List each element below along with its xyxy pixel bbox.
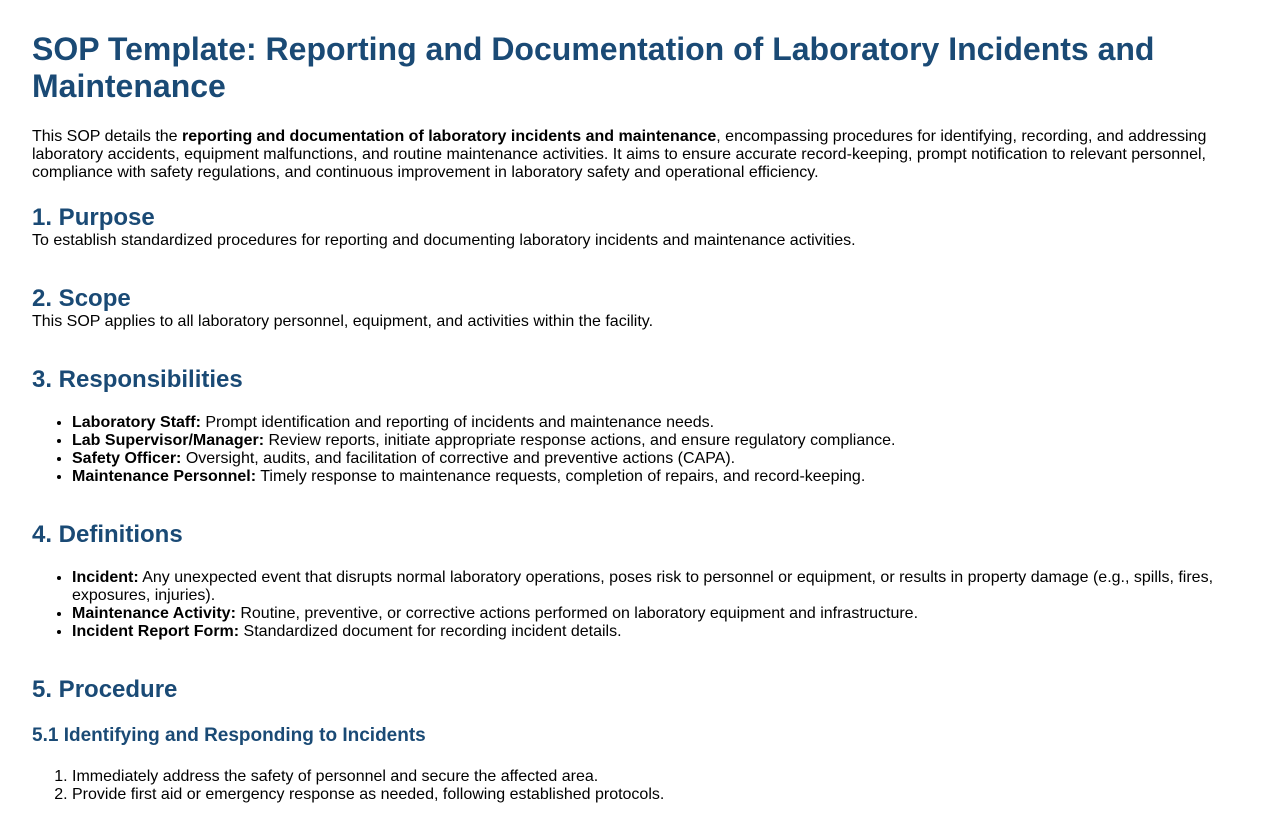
scope-heading: 2. Scope	[32, 285, 131, 312]
responsibilities-heading: 3. Responsibilities	[32, 366, 243, 393]
responsibilities-list	[32, 414, 1231, 486]
purpose-heading: 1. Purpose	[32, 204, 155, 231]
definitions-list	[32, 569, 1231, 641]
list-item-text: Prompt identification and reporting of incidents and maintenance needs.	[200, 414, 715, 431]
list-item-text: Oversight, audits, and facilitation of corrective and preventive actions (CAPA).	[181, 450, 736, 467]
procedure-subheading: 5.1 Identifying and Responding to Incidents	[32, 725, 426, 746]
list-item-term: Incident:	[72, 569, 139, 586]
list-item-text: Any unexpected event that disrupts normal laboratory operations, poses risk to personnel or equipment, or results in property damage (e.g., spills, fires, exposures, injuries).	[72, 569, 1214, 604]
list-item	[72, 432, 1231, 450]
list-item-term: Maintenance Activity:	[72, 605, 236, 622]
list-item-text: Review reports, initiate appropriate response actions, and ensure regulatory compliance.	[264, 432, 896, 449]
list-item-term: Lab Supervisor/Manager:	[72, 432, 265, 449]
procedure-heading: 5. Procedure	[32, 676, 178, 703]
list-item	[72, 450, 1231, 468]
list-item	[72, 468, 1231, 486]
intro-text-end: , encompassing procedures for identifying, recording, and addressing laboratory accidents, equipment malfunctions, and routine maintenance activities. It aims to ensure accurate record-keeping, prompt notification to relevant personnel, compliance with safety regulations, and continuous improvement in laboratory safety and operational efficiency.	[32, 128, 1207, 181]
list-item	[72, 414, 1231, 432]
list-item	[72, 623, 1231, 641]
list-item-term: Maintenance Personnel:	[72, 468, 257, 485]
list-item-term: Incident Report Form:	[72, 623, 240, 640]
procedure-steps-list	[32, 768, 1231, 804]
purpose-text: To establish standardized procedures for reporting and documenting laboratory incidents and maintenance activities.	[32, 232, 856, 249]
intro-text-start: This SOP details the	[32, 128, 182, 145]
page-title: SOP Template: Reporting and Documentation of Laboratory Incidents and Maintenance	[32, 31, 1155, 104]
list-item-term: Safety Officer:	[72, 450, 182, 467]
list-item	[72, 605, 1231, 623]
intro-bold-text: reporting and documentation of laboratory incidents and maintenance	[182, 128, 717, 145]
list-item-text: Timely response to maintenance requests, completion of repairs, and record-keeping.	[256, 468, 866, 485]
list-item	[72, 569, 1231, 605]
list-item-term: Laboratory Staff:	[72, 414, 201, 431]
list-item: 2. Provide first aid or emergency response as needed, following established protocols.	[72, 786, 1231, 804]
list-item: 1. Immediately address the safety of personnel and secure the affected area.	[72, 768, 1231, 786]
list-item-text: Standardized document for recording incident details.	[239, 623, 622, 640]
definitions-heading: 4. Definitions	[32, 521, 183, 548]
intro-paragraph	[32, 128, 1231, 182]
scope-text: This SOP applies to all laboratory personnel, equipment, and activities within the facility.	[32, 313, 654, 330]
list-item-text: Routine, preventive, or corrective actions performed on laboratory equipment and infrastructure.	[235, 605, 919, 622]
